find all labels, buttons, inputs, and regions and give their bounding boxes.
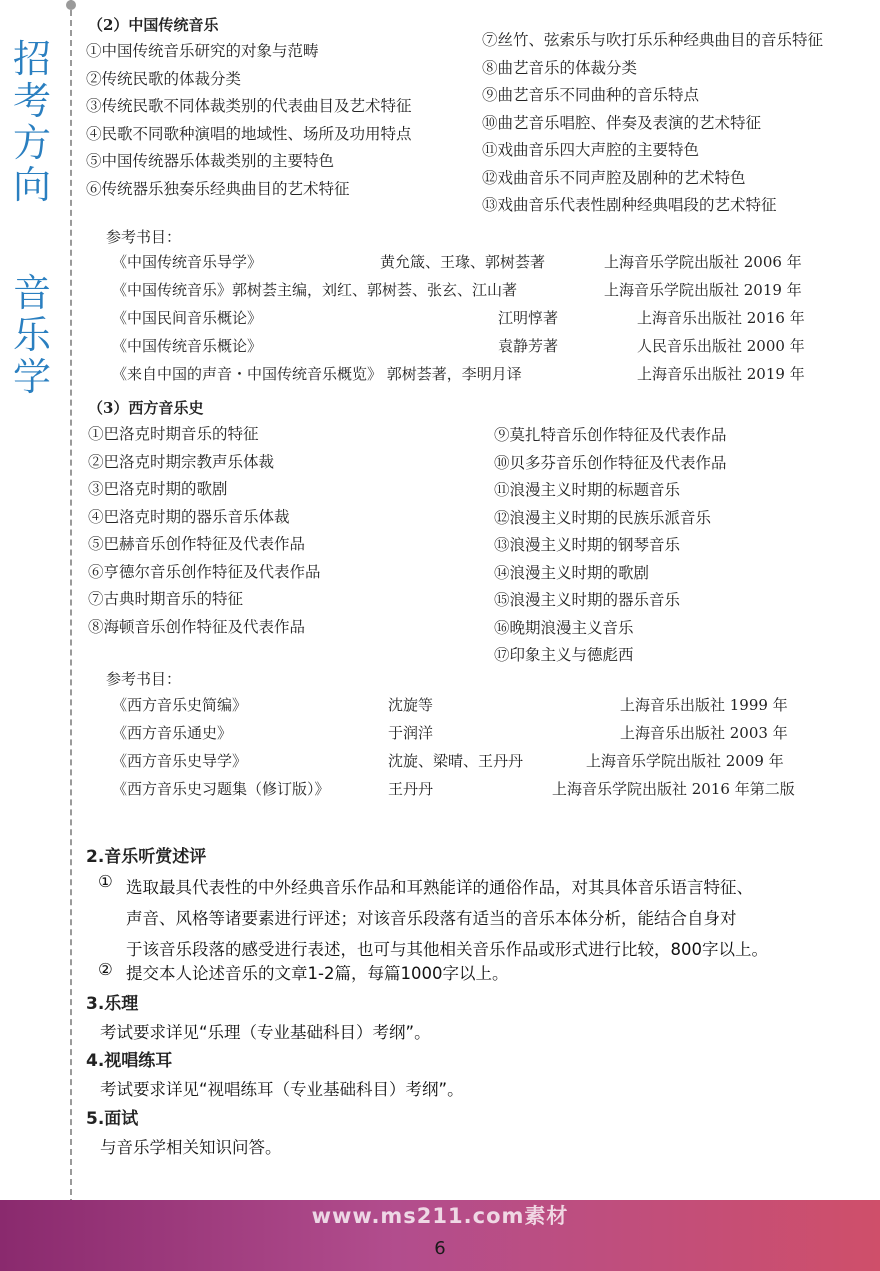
list-item: ④巴洛克时期的器乐音乐体裁 [88,507,290,526]
divider-dot-top [66,0,76,10]
ref-title: 《西方音乐史习题集（修订版）》 [112,780,330,798]
section2-ref-label: 参考书目： [106,228,182,246]
list-item: ③巴洛克时期的歌剧 [88,480,228,498]
list-item: ①巴洛克时期音乐的特征 [88,425,259,443]
part4-heading: 4.视唱练耳 [86,1051,173,1071]
ref-title: 《中国传统音乐概论》 [112,337,263,355]
ref-title: 《中国传统音乐导学》 [112,253,263,271]
ref-title: 《来自中国的声音・中国传统音乐概览》 郭树荟著，李明月译 [112,365,522,383]
list-item: ⑯晚期浪漫主义音乐 [494,618,634,637]
section2-right-list [482,27,823,220]
list-item: ⑰印象主义与德彪西 [494,646,634,664]
ref-author: 沈旋、梁晴、王丹丹 [388,752,524,770]
list-item: ⑭浪漫主义时期的歌剧 [494,563,650,582]
dashed-divider [70,0,72,1205]
ref-author: 黄允箴、王瑑、郭树荟著 [380,253,546,271]
watermark: www.ms211.com素材 [311,1204,569,1228]
section3-left-list [88,421,321,641]
section3-ref-label: 参考书目： [106,670,182,688]
side-title-char: 音 [12,271,51,315]
ref-publisher: 上海音乐学院出版社 2006 年 [604,253,802,271]
list-item: ②巴洛克时期宗教声乐体裁 [88,452,275,471]
side-title-char: 乐 [12,313,51,357]
ref-author: 江明惇著 [498,309,559,327]
part2-item2-number: ② [98,960,113,979]
list-item: ⑨曲艺音乐不同曲种的音乐特点 [482,86,700,104]
ref-title: 《中国民间音乐概论》 [112,309,263,327]
list-item: ②传统民歌的体裁分类 [86,69,242,88]
part3-text: 考试要求详见“乐理（专业基础科目）考纲”。 [100,1023,431,1042]
list-item: ⑩贝多芬音乐创作特征及代表作品 [494,453,727,472]
ref-title: 《中国传统音乐》郭树荟主编，刘红、郭树荟、张玄、江山著 [112,281,518,299]
ref-publisher: 人民音乐出版社 2000 年 [637,337,805,355]
list-item: ⑥传统器乐独奏乐经典曲目的艺术特征 [86,179,350,198]
section3-right-list [494,422,727,670]
ref-author: 沈旋等 [388,696,434,714]
ref-title: 《西方音乐史简编》 [112,696,248,714]
text-line: 选取最具代表性的中外经典音乐作品和耳熟能详的通俗作品，对其具体音乐语言特征、 [126,878,753,897]
section2-left-list [86,38,412,203]
ref-publisher: 上海音乐出版社 2019 年 [637,365,805,383]
ref-title: 《西方音乐通史》 [112,724,233,742]
list-item: ①中国传统音乐研究的对象与范畴 [86,42,319,60]
side-title-char: 向 [12,163,51,207]
side-title-char: 考 [12,79,51,123]
side-title-char: 招 [12,37,51,81]
list-item: ⑫戏曲音乐不同声腔及剧种的艺术特色 [482,168,746,187]
ref-publisher: 上海音乐出版社 2016 年 [637,309,805,327]
list-item: ③传统民歌不同体裁类别的代表曲目及艺术特征 [86,97,412,115]
part3-heading: 3.乐理 [86,994,139,1014]
list-item: ⑥亨德尔音乐创作特征及代表作品 [88,562,321,581]
list-item: ⑫浪漫主义时期的民族乐派音乐 [494,508,712,527]
ref-publisher: 上海音乐学院出版社 2009 年 [586,752,784,770]
part2-item1-text [126,872,768,965]
list-item: ⑩曲艺音乐唱腔、伴奏及表演的艺术特征 [482,113,762,132]
list-item: ⑧海顿音乐创作特征及代表作品 [88,617,306,636]
side-title-char: 学 [12,355,51,399]
part5-text: 与音乐学相关知识问答。 [100,1138,282,1157]
ref-publisher: 上海音乐学院出版社 2019 年 [604,281,802,299]
text-line: 声音、风格等诸要素进行评述；对该音乐段落有适当的音乐本体分析，能结合自身对 [126,909,737,928]
side-title-char: 方 [12,121,51,165]
ref-publisher: 上海音乐出版社 2003 年 [620,724,788,742]
ref-title: 《西方音乐史导学》 [112,752,248,770]
part5-heading: 5.面试 [86,1109,139,1129]
list-item: ⑮浪漫主义时期的器乐音乐 [494,591,681,609]
ref-publisher: 上海音乐学院出版社 2016 年第二版 [552,780,795,798]
text-line: 于该音乐段落的感受进行表述，也可与其他相关音乐作品或形式进行比较，800字以上。 [126,940,768,959]
list-item: ⑬戏曲音乐代表性剧种经典唱段的艺术特征 [482,196,777,214]
list-item: ⑪浪漫主义时期的标题音乐 [494,481,681,499]
section3-heading: （3）西方音乐史 [88,399,204,417]
list-item: ⑦古典时期音乐的特征 [88,590,244,608]
list-item: ⑨莫扎特音乐创作特征及代表作品 [494,426,727,444]
list-item: ④民歌不同歌种演唱的地域性、场所及功用特点 [86,124,412,143]
ref-publisher: 上海音乐出版社 1999 年 [620,696,788,714]
ref-author: 袁静芳著 [498,337,559,355]
page-number: 6 [434,1238,446,1259]
side-title [10,38,54,398]
list-item: ⑤巴赫音乐创作特征及代表作品 [88,535,306,553]
list-item: ⑤中国传统器乐体裁类别的主要特色 [86,152,335,170]
ref-author: 于润洋 [388,724,434,742]
list-item: ⑪戏曲音乐四大声腔的主要特色 [482,141,700,159]
part2-item2-text: 提交本人论述音乐的文章1-2篇，每篇1000字以上。 [126,964,509,983]
part4-text: 考试要求详见“视唱练耳（专业基础科目）考纲”。 [100,1080,464,1099]
part2-heading: 2.音乐听赏述评 [86,847,207,867]
section2-heading: （2）中国传统音乐 [88,16,219,34]
list-item: ⑬浪漫主义时期的钢琴音乐 [494,536,681,554]
ref-author: 王丹丹 [388,780,434,798]
part2-item1-number: ① [98,872,113,891]
list-item: ⑧曲艺音乐的体裁分类 [482,58,638,77]
list-item: ⑦丝竹、弦索乐与吹打乐乐种经典曲目的音乐特征 [482,31,824,49]
